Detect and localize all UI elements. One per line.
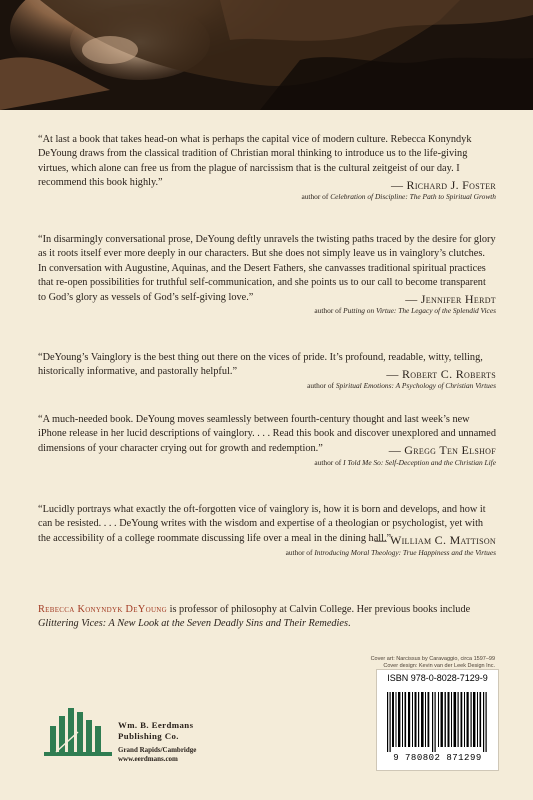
publisher-block: [44, 702, 224, 762]
bio-text: is professor of philosophy at Calvin College. Her previous books include: [167, 604, 471, 615]
quote-text: “DeYoung’s Vainglory is the best thing out there on the vices of pride. It’s profound, readable, witty, telling, historically informative, and pastorally helpful.”: [38, 352, 483, 378]
endorsement-quote: [38, 413, 496, 468]
publisher-name: [118, 720, 193, 742]
credit-work: Introducing Moral Theology: True Happiness and the Virtues: [314, 547, 496, 557]
publisher-name-line1: Wm. B. Eerdmans: [118, 720, 194, 730]
credit-prefix: author of: [285, 547, 313, 557]
quote-text: “Lucidly portrays what exactly the oft-forgotten vice of vainglory is, how it is born and develops, and how it can be resisted. . . . DeYoung writes with the wisdom and expertise of a theologian or psychologist, yet with the accessibility of a college roommate discussing life over a meal in the dining hall.”: [38, 504, 486, 544]
credit-prefix: author of: [301, 192, 329, 202]
quote-author: — Gregg Ten Elshof: [388, 443, 496, 458]
isbn-label: ISBN 978-0-8028-7129-9: [387, 673, 488, 683]
bio-author-name: Rebecca Konyndyk DeYoung: [38, 604, 168, 615]
credit-work: Putting on Virtue: The Legacy of the Splendid Vices: [343, 306, 496, 316]
publisher-website: www.eerdmans.com: [118, 755, 178, 763]
cover-art-credit: Cover art: Narcissus by Caravaggio, circa 1597–99: [370, 656, 495, 662]
credit-prefix: author of: [307, 381, 334, 391]
quote-credit: [38, 192, 496, 202]
quote-author: — Jennifer Herdt: [405, 292, 496, 307]
credit-prefix: author of: [314, 306, 342, 316]
quote-author: — William C. Mattison: [374, 533, 496, 548]
endorsement-quote: [38, 133, 496, 202]
bio-books: Glittering Vices: A New Look at the Seven Deadly Sins and Their Remedies: [38, 618, 348, 630]
quote-credit: [38, 381, 496, 391]
author-bio: [38, 603, 498, 632]
publisher-city: Grand Rapids/Cambridge: [118, 746, 197, 754]
quote-credit: [38, 458, 496, 468]
quote-text: “In disarmingly conversational prose, DeYoung deftly unravels the twisting paths traced by the desire for glory as it roots itself ever more deeply in our characters. But she does not simply leave us in vainglory’s clutches. In conversation with Augustine, Aquinas, and the Desert Fathers, she canvasses traditional spiritual practices that re-open possibilities for truthful self-communication, and she points us to our call to become transparent to God’s glory as vessels of God’s self-giving love.”: [38, 234, 496, 303]
endorsement-quote: [38, 503, 496, 558]
cover-painting-svg: [0, 0, 533, 110]
barcode-bars: [385, 692, 490, 752]
eerdmans-books-logo-icon: [44, 702, 114, 757]
cover-painting-image: [0, 0, 533, 110]
publisher-name-line2: Publishing Co.: [118, 731, 179, 741]
credit-work: I Told Me So: Self-Deception and the Christian Life: [343, 457, 496, 467]
bio-text-end: .: [348, 618, 351, 630]
quote-text: “A much-needed book. DeYoung moves seamlessly between fourth-century thought and last week’s new iPhone release in her lucid descriptions of vainglory. . . . Read this book and discover unexplored and unnamed dimensions of your character crying out for growth and redemption.”: [38, 414, 496, 454]
quote-author: — Robert C. Roberts: [386, 366, 496, 381]
cover-design-credit: Cover design: Kevin van der Leek Design Inc.: [383, 663, 495, 669]
quote-text: “At last a book that takes head-on what is perhaps the capital vice of modern culture. Rebecca Konyndyk DeYoung draws from the classical tradition of Christian moral thinking to introduce us to the life-giving virtues, which alone can free us from the plague of narcissism that is the cultural zeitgeist of our day. I recommend this book highly.”: [38, 134, 472, 189]
credit-prefix: author of: [314, 457, 342, 467]
credit-work: Spiritual Emotions: A Psychology of Christian Virtues: [335, 381, 496, 391]
barcode-image: [376, 669, 499, 771]
endorsement-quote: [38, 233, 496, 316]
endorsement-quote: [38, 351, 496, 391]
credit-work: Celebration of Discipline: The Path to Spiritual Growth: [330, 192, 496, 202]
cover-credits: [371, 656, 495, 670]
quote-author: — Richard J. Foster: [390, 177, 496, 192]
quote-credit: [38, 548, 496, 558]
barcode-digits: 9 780802 871299: [393, 753, 482, 763]
quote-credit: [38, 306, 496, 316]
